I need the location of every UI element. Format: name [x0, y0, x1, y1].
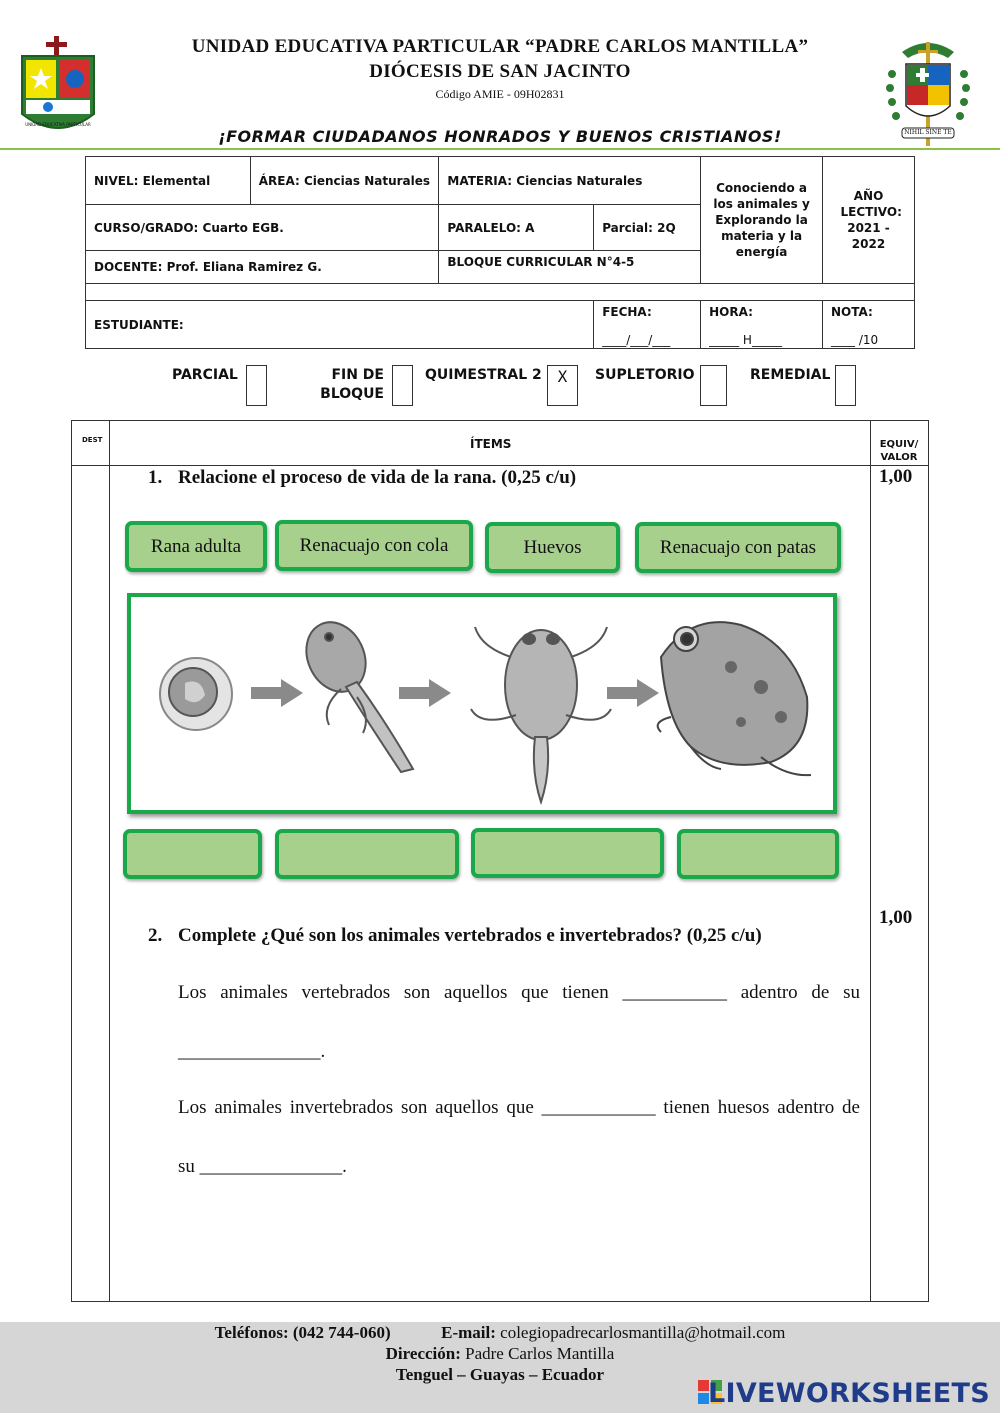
invertebrates-sentence-end[interactable]: su _______________.: [178, 1156, 347, 1177]
header-divider: [0, 148, 1000, 150]
logo-right-text: NIHIL SINE TE: [904, 129, 952, 136]
student-info-table: [85, 156, 915, 349]
area-cell: ÁREA: Ciencias Naturales: [250, 157, 439, 205]
option-renacuajo-con-patas[interactable]: Renacuajo con patas: [635, 522, 841, 573]
answer-slot-4[interactable]: [677, 829, 839, 879]
footer-location: Tenguel – Guayas – Ecuador: [395, 1365, 605, 1384]
question-1-title: 1. Relacione el proceso de vida de la rana. (0,25 c/u): [148, 467, 577, 488]
student-name-field[interactable]: ESTUDIANTE:: [86, 301, 594, 349]
diocese-name: DIÓCESIS DE SAN JACINTO: [369, 61, 631, 82]
value-column-divider: [870, 420, 871, 1302]
checkbox-quimestral-checked[interactable]: X: [547, 365, 578, 406]
tadpole-illustration: [295, 613, 413, 772]
answer-slot-2[interactable]: [275, 829, 459, 879]
time-field[interactable]: HORA: _____ H_____: [701, 301, 823, 349]
egg-illustration: [160, 658, 232, 730]
label-parcial: PARCIAL: [172, 367, 238, 383]
footer-address: Dirección: Padre Carlos Mantilla: [385, 1344, 615, 1363]
option-huevos[interactable]: Huevos: [485, 522, 620, 573]
logo-left-text: UNIDAD EDUCATIVA PARTICULAR: [25, 122, 91, 127]
nivel-cell: NIVEL: Elemental: [86, 157, 251, 205]
checkbox-supletorio[interactable]: [700, 365, 727, 406]
spacer-row: [86, 284, 915, 301]
checkbox-fin-de-bloque[interactable]: [392, 365, 413, 406]
label-supletorio: SUPLETORIO: [595, 367, 695, 383]
question-1-value: 1,00: [879, 466, 913, 487]
adult-frog-illustration: [658, 622, 811, 775]
footer-contact: Teléfonos: (042 744-060) E-mail: colegiopadrecarlosmantilla@hotmail.com: [214, 1323, 786, 1342]
arrow-1: [251, 679, 303, 707]
course-cell: CURSO/GRADO: Cuarto EGB.: [86, 205, 439, 251]
question-2-value: 1,00: [879, 907, 913, 928]
school-year-cell: AÑO LECTIVO: 2021 - 2022: [823, 157, 915, 284]
answer-slot-3[interactable]: [471, 828, 664, 878]
school-motto: ¡FORMAR CIUDADANOS HONRADOS Y BUENOS CRISTIANOS!: [218, 127, 782, 146]
diocese-coat-of-arms: [882, 34, 974, 152]
option-rana-adulta[interactable]: Rana adulta: [125, 521, 267, 572]
liveworksheets-watermark: LIVEWORKSHEETS: [707, 1378, 990, 1409]
parcial-cell: Parcial: 2Q: [594, 205, 701, 251]
grade-field[interactable]: NOTA: ____ /10: [823, 301, 915, 349]
amie-code: Código AMIE - 09H02831: [435, 87, 565, 101]
dest-header: DEST: [82, 436, 103, 444]
date-field[interactable]: FECHA: ____/___/___: [594, 301, 701, 349]
arrow-3: [607, 679, 659, 707]
unit-title-cell: Conociendo a los animales y Explorando la materia y la energía: [701, 157, 823, 284]
label-remedial: REMEDIAL: [750, 367, 831, 383]
school-name: UNIDAD EDUCATIVA PARTICULAR “PADRE CARLOS MANTILLA”: [191, 36, 809, 57]
teacher-cell: DOCENTE: Prof. Eliana Ramirez G.: [86, 251, 439, 284]
table-header-divider: [71, 465, 929, 466]
materia-cell: MATERIA: Ciencias Naturales: [439, 157, 701, 205]
invertebrates-sentence[interactable]: Los animales invertebrados son aquellos que ____________ tienen huesos adentro de: [178, 1097, 860, 1118]
vertebrates-sentence-end[interactable]: _______________.: [178, 1041, 326, 1062]
paralelo-cell: PARALELO: A: [439, 205, 594, 251]
froglet-illustration: [471, 627, 611, 802]
arrow-2: [399, 679, 451, 707]
label-quimestral: QUIMESTRAL 2: [425, 367, 542, 383]
vertebrates-sentence[interactable]: Los animales vertebrados son aquellos que tienen ___________ adentro de su: [178, 982, 860, 1003]
frog-life-cycle-image: [127, 593, 837, 814]
option-renacuajo-con-cola[interactable]: Renacuajo con cola: [275, 520, 473, 571]
equiv-header: EQUIV/ VALOR: [879, 439, 919, 463]
items-header: ÍTEMS: [470, 437, 512, 451]
block-cell: BLOQUE CURRICULAR N°4-5: [439, 251, 701, 284]
checkbox-remedial[interactable]: [835, 365, 856, 406]
label-fin-de-bloque: FIN DE BLOQUE: [320, 367, 384, 402]
checkbox-parcial[interactable]: [246, 365, 267, 406]
answer-slot-1[interactable]: [123, 829, 262, 879]
question-2-title: 2. Complete ¿Qué son los animales vertebrados e invertebrados? (0,25 c/u): [148, 925, 762, 946]
dest-column-divider: [109, 420, 110, 1302]
